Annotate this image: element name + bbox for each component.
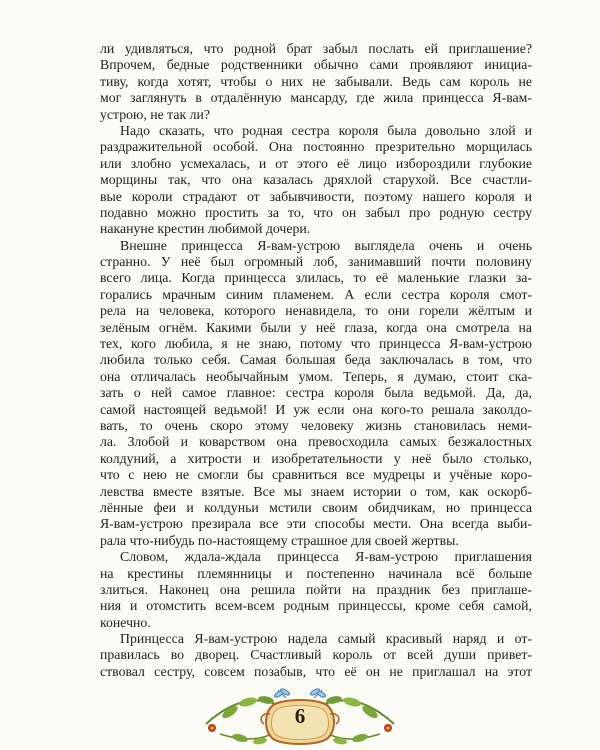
text-line: колдуний, а хитрости и изобретательности у неё было столько, xyxy=(100,450,532,466)
text-line: на крестины племянницы и постепенно начинала всё больше xyxy=(100,565,532,581)
text-line: рела на человека, которого ненавидела, то они горели жёлтым и xyxy=(100,303,532,319)
text-line: Внешне принцесса Я-вам-устрою выглядела очень и очень xyxy=(120,237,532,253)
text-line: ла. Злобой и коварством она превосходила самых безжалостных xyxy=(100,434,532,450)
text-line: подавно можно простить за то, что он забыл про родную сестру xyxy=(100,204,532,220)
text-line: накануне крестин любимой дочери. xyxy=(100,221,311,237)
text-line: морщины так, что она казалась дряхлой старухой. Все счастли- xyxy=(100,172,532,188)
text-line: всего лица. Когда принцесса злилась, то её маленькие глазки за- xyxy=(100,270,532,286)
text-line: любила только себя. Самая большая беда заключалась в том, что xyxy=(100,352,532,368)
text-line: ния и отомстить всем-всем родным принцессы, кроме себя самой, xyxy=(100,598,532,614)
text-line: тиву, когда хотят, чтобы о них не забывали. Ведь сам король не xyxy=(100,73,532,89)
text-line: ли удивляться, что родной брат забыл послать ей приглашение? xyxy=(100,41,532,56)
text-line: злиться. Наконец она решила пойти на праздник без приглаше- xyxy=(100,581,532,597)
text-line: левства вместе взятые. Все мы знаем истории о том, как оскорб- xyxy=(100,483,532,499)
paragraph xyxy=(100,238,532,549)
text-line: она отличалась необычайным умом. Теперь, я думаю, стоит ска- xyxy=(100,368,532,384)
text-line: правилась во дворец. Счастливый король от всей души привет- xyxy=(100,647,532,663)
paragraph xyxy=(100,41,532,123)
text-line: зелёным огнём. Какими были у неё глаза, когда она смотрела на xyxy=(100,319,532,335)
text-line: устрою, не так ли? xyxy=(100,106,211,122)
text-line: вые короли страдают от забывчивости, поэтому нашего короля и xyxy=(100,188,532,204)
text-line: лённые феи и колдуньи мстили своим обидчикам, но принцесса xyxy=(100,499,532,515)
page-number: 6 xyxy=(294,704,306,728)
text-line: зать о ней самое главное: сестра короля была ведьмой. Да, да, xyxy=(100,385,532,401)
text-line: рала что-нибудь по-настоящему страшное для своей жертвы. xyxy=(100,532,459,548)
text-line: Надо сказать, что родная сестра короля была довольно злой и xyxy=(120,122,532,138)
text-line: самой настоящей ведьмой! И уж если она кого-то решала заколдо- xyxy=(100,401,532,417)
text-line: мог заглянуть в отдалённую мансарду, где жила принцесса Я-вам- xyxy=(100,90,532,106)
text-line: вать, то очень скоро этому человеку жизнь становилась неми- xyxy=(100,417,532,433)
text-line: что с нею не смогли бы сравниться все мудрецы и учёные коро- xyxy=(100,467,532,483)
text-line: Принцесса Я-вам-устрою надела самый красивый наряд и от- xyxy=(120,631,532,647)
paragraph xyxy=(100,631,532,680)
text-line: Словом, ждала-ждала принцесса Я-вам-устрою приглашения xyxy=(120,549,532,565)
text-line: тех, кого любила, я не знаю, потому что принцесса Я-вам-устрою xyxy=(100,336,532,352)
text-line: странно. У неё был огромный лоб, занимавший почти половину xyxy=(100,254,532,270)
text-line: Я-вам-устрою презирала все эти способы мести. Она всегда выби- xyxy=(100,516,532,532)
body-text xyxy=(100,41,532,680)
text-line: конечно. xyxy=(100,614,151,630)
text-line: ствовал сестру, совсем позабыв, что её он не приглашал на этот xyxy=(100,663,532,679)
text-line: Впрочем, бедные родственники обычно сами проявляют инициа- xyxy=(100,57,532,73)
paragraph xyxy=(100,123,532,238)
text-line: или злобно усмехалась, и от этого её лицо избороздили глубокие xyxy=(100,155,532,171)
text-line: горались мрачным синим пламенем. А если сестра короля смот- xyxy=(100,286,532,302)
paragraph xyxy=(100,549,532,631)
text-line: раздражительной особой. Она постоянно презрительно морщилась xyxy=(100,139,532,155)
